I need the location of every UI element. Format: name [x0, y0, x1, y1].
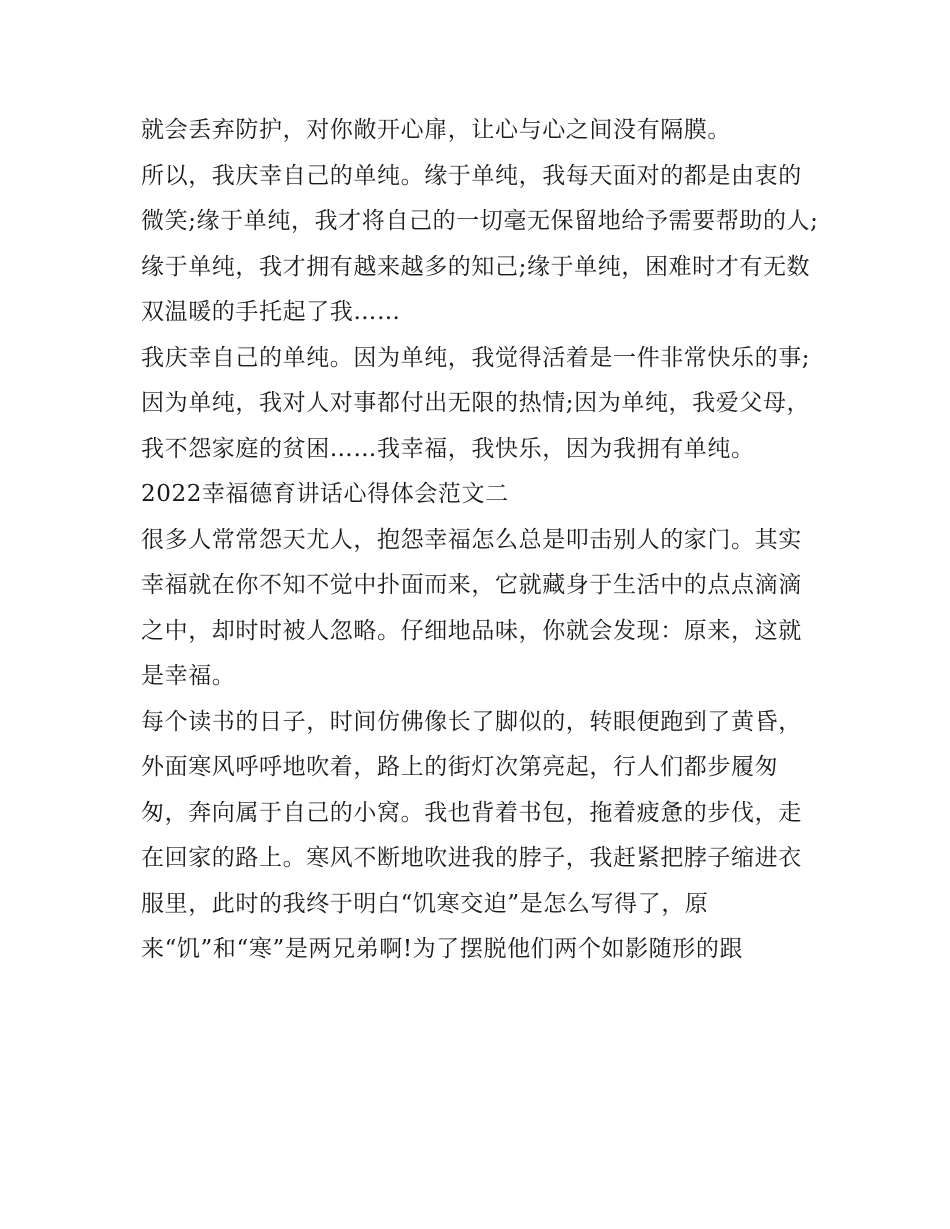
paragraph-3: 我庆幸自己的单纯。因为单纯，我觉得活着是一件非常快乐的事;因为单纯，我对人对事都付出无限的热情;因为单纯，我爱父母，我不怨家庭的贫困……我幸福，我快乐，因为我拥有单纯。 — [141, 344, 811, 462]
paragraph-2: 所以，我庆幸自己的单纯。缘于单纯，我每天面对的都是由衷的微笑;缘于单纯，我才将自己的一切毫无保留地给予需要帮助的人;缘于单纯，我才拥有越来越多的知己;缘于单纯，困难时才有无数双温暖的手托起了我…… — [141, 162, 819, 325]
document-body — [141, 108, 821, 973]
paragraph-5: 每个读书的日子，时间仿佛像长了脚似的，转眼便跑到了黄昏，外面寒风呼呼地吹着，路上的街灯次第亮起，行人们都步履匆匆，奔向属于自己的小窝。我也背着书包，拖着疲惫的步伐，走在回家的路上。寒风不断地吹进我的脖子，我赶紧把脖子缩进衣服里，此时的我终于明白“饥寒交迫”是怎么写得了，原来“饥”和“寒”是两兄弟啊!为了摆脱他们两个如影随形的跟 — [141, 708, 802, 962]
section-heading: 2022幸福德育讲话心得体会范文二 — [141, 481, 509, 507]
paragraph-1: 就会丢弃防护，对你敞开心扉，让心与心之间没有隔膜。 — [141, 117, 731, 143]
paragraph-4: 很多人常常怨天尤人，抱怨幸福怎么总是叩击别人的家门。其实幸福就在你不知不觉中扑面而来，它就藏身于生活中的点点滴滴之中，却时时被人忽略。仔细地品味，你就会发现：原来，这就是幸福。 — [141, 526, 802, 689]
